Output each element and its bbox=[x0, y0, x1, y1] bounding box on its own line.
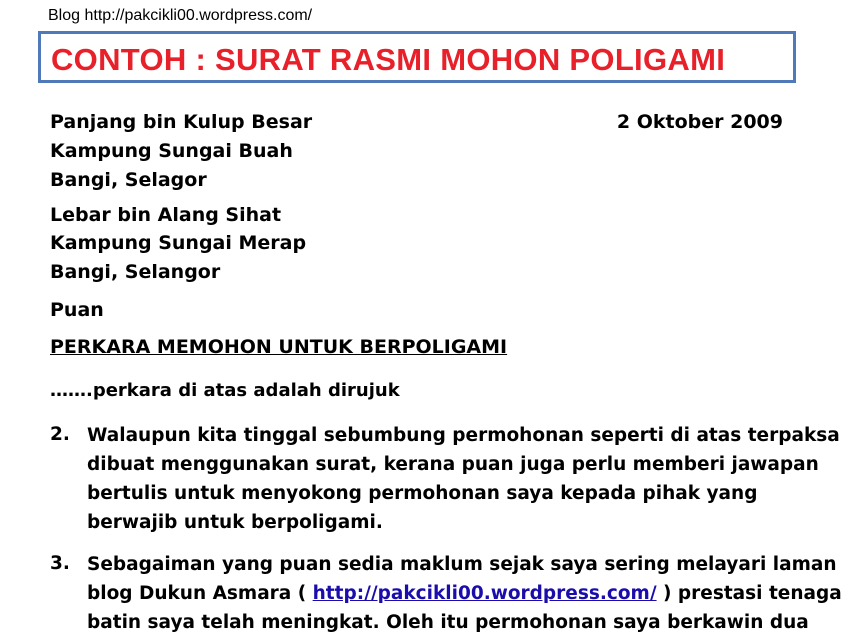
subject-heading: PERKARA MEMOHON UNTUK BERPOLIGAMI bbox=[50, 336, 508, 358]
blog-url-text: Blog http://pakcikli00.wordpress.com/ bbox=[48, 7, 313, 24]
paragraph-line: Walaupun kita tinggal sebumbung permohonan seperti di atas terpaksa bbox=[87, 425, 840, 446]
paragraph-line: Sebagaiman yang puan sedia maklum sejak saya sering melayari laman bbox=[87, 554, 837, 575]
sender-address-line2: Bangi, Selagor bbox=[50, 169, 207, 191]
paragraph-line: bertulis untuk menyokong permohonan saya kepada pihak yang bbox=[87, 483, 758, 504]
letter-date: 2 Oktober 2009 bbox=[616, 111, 783, 133]
title-box bbox=[38, 31, 796, 83]
paragraph-text: blog Dukun Asmara ( bbox=[87, 583, 313, 604]
paragraph-line bbox=[87, 579, 842, 608]
reference-line: …….perkara di atas adalah dirujuk bbox=[50, 380, 400, 401]
paragraph-number: 3. bbox=[50, 553, 70, 574]
document-title: CONTOH : SURAT RASMI MOHON POLIGAMI bbox=[51, 42, 726, 77]
salutation: Puan bbox=[50, 299, 104, 321]
paragraph-3 bbox=[87, 550, 842, 637]
paragraph-number: 2. bbox=[50, 424, 70, 445]
paragraph-line: batin saya telah meningkat. Oleh itu permohonan saya berkawin dua bbox=[87, 612, 809, 633]
paragraph-line: dibuat menggunakan surat, kerana puan juga perlu memberi jawapan bbox=[87, 454, 819, 475]
blog-link[interactable]: http://pakcikli00.wordpress.com/ bbox=[312, 583, 657, 604]
sender-name: Panjang bin Kulup Besar bbox=[50, 111, 313, 133]
sender-address-line1: Kampung Sungai Buah bbox=[50, 140, 293, 162]
paragraph-line: berwajib untuk berpoligami. bbox=[87, 512, 383, 533]
paragraph-2 bbox=[87, 421, 840, 537]
recipient-address-line2: Bangi, Selangor bbox=[50, 261, 221, 283]
recipient-address-line1: Kampung Sungai Merap bbox=[50, 232, 307, 254]
paragraph-text: ) prestasi tenaga bbox=[656, 583, 842, 604]
recipient-name: Lebar bin Alang Sihat bbox=[50, 204, 282, 226]
